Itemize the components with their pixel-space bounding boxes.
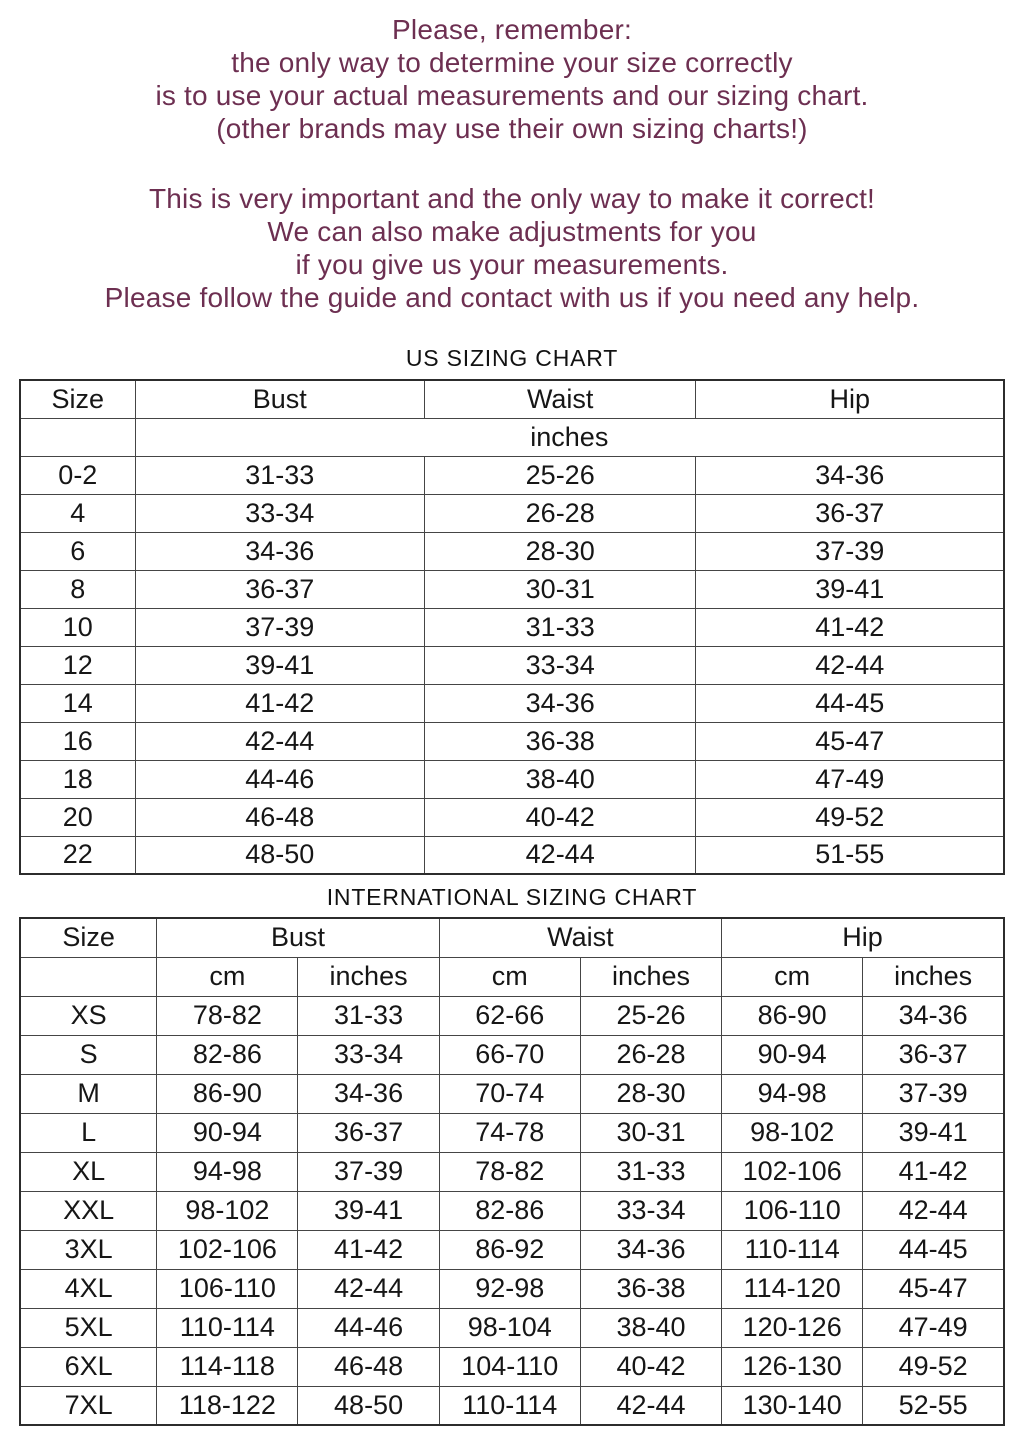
value-cell: 42-44 [580,1386,721,1425]
value-cell: 44-45 [696,684,1004,722]
table-row [20,646,1004,684]
value-cell: 47-49 [863,1308,1004,1347]
intro-line: Please follow the guide and contact with us if you need any help. [104,282,920,313]
value-cell: 38-40 [424,760,696,798]
value-cell: 41-42 [135,684,424,722]
table-row [20,1308,1004,1347]
table-row [20,1269,1004,1308]
size-cell: 4XL [20,1269,157,1308]
value-cell: 92-98 [439,1269,580,1308]
table-row [20,1386,1004,1425]
value-cell: 86-90 [722,996,863,1035]
value-cell: 39-41 [135,646,424,684]
value-cell: 37-39 [696,532,1004,570]
size-cell: 10 [20,608,135,646]
intro-line: (other brands may use their own sizing charts!) [216,113,808,144]
size-cell: 6XL [20,1347,157,1386]
table-row [20,1152,1004,1191]
value-cell: 31-33 [580,1152,721,1191]
size-cell: 16 [20,722,135,760]
value-cell: 78-82 [439,1152,580,1191]
intro-line: Please, remember: [392,14,632,45]
value-cell: 44-46 [298,1308,439,1347]
table-row [20,1113,1004,1152]
unit-cell: cm [722,957,863,996]
value-cell: 42-44 [424,836,696,874]
value-cell: 48-50 [135,836,424,874]
empty-cell [20,957,157,996]
value-cell: 40-42 [580,1347,721,1386]
size-cell: 22 [20,836,135,874]
value-cell: 31-33 [424,608,696,646]
value-cell: 49-52 [696,798,1004,836]
size-cell: 18 [20,760,135,798]
value-cell: 98-102 [157,1191,298,1230]
value-cell: 28-30 [580,1074,721,1113]
value-cell: 36-38 [424,722,696,760]
size-cell: M [20,1074,157,1113]
table-row [20,532,1004,570]
intro-paragraph-important [0,182,1024,314]
international-chart-title: INTERNATIONAL SIZING CHART [326,884,698,910]
value-cell: 90-94 [722,1035,863,1074]
value-cell: 33-34 [580,1191,721,1230]
empty-cell [20,418,135,456]
value-cell: 34-36 [424,684,696,722]
value-cell: 49-52 [863,1347,1004,1386]
intro-text [0,13,1024,314]
size-cell: 3XL [20,1230,157,1269]
value-cell: 34-36 [696,456,1004,494]
value-cell: 110-114 [722,1230,863,1269]
value-cell: 36-37 [135,570,424,608]
value-cell: 30-31 [580,1113,721,1152]
value-cell: 82-86 [439,1191,580,1230]
value-cell: 36-37 [298,1113,439,1152]
value-cell: 30-31 [424,570,696,608]
value-cell: 120-126 [722,1308,863,1347]
size-cell: 12 [20,646,135,684]
table-row [20,760,1004,798]
value-cell: 34-36 [580,1230,721,1269]
size-cell: 6 [20,532,135,570]
value-cell: 33-34 [135,494,424,532]
value-cell: 52-55 [863,1386,1004,1425]
value-cell: 41-42 [298,1230,439,1269]
value-cell: 40-42 [424,798,696,836]
column-header: Waist [424,380,696,418]
size-cell: 20 [20,798,135,836]
value-cell: 42-44 [863,1191,1004,1230]
size-cell: 0-2 [20,456,135,494]
us-chart-title: US SIZING CHART [405,345,619,371]
header-row [20,918,1004,957]
size-cell: 5XL [20,1308,157,1347]
table-row [20,1035,1004,1074]
unit-cell: inches [135,418,1004,456]
value-cell: 39-41 [863,1113,1004,1152]
value-cell: 102-106 [722,1152,863,1191]
value-cell: 37-39 [298,1152,439,1191]
value-cell: 25-26 [424,456,696,494]
column-header: Hip [722,918,1004,957]
value-cell: 38-40 [580,1308,721,1347]
value-cell: 45-47 [696,722,1004,760]
column-header: Size [20,380,135,418]
value-cell: 26-28 [580,1035,721,1074]
value-cell: 44-45 [863,1230,1004,1269]
size-cell: XXL [20,1191,157,1230]
unit-cell: cm [157,957,298,996]
value-cell: 39-41 [298,1191,439,1230]
value-cell: 110-114 [157,1308,298,1347]
value-cell: 31-33 [135,456,424,494]
value-cell: 34-36 [298,1074,439,1113]
table-row [20,684,1004,722]
value-cell: 98-102 [722,1113,863,1152]
value-cell: 41-42 [696,608,1004,646]
size-cell: 4 [20,494,135,532]
value-cell: 66-70 [439,1035,580,1074]
size-cell: L [20,1113,157,1152]
value-cell: 126-130 [722,1347,863,1386]
value-cell: 94-98 [157,1152,298,1191]
table-row [20,1074,1004,1113]
value-cell: 106-110 [722,1191,863,1230]
value-cell: 94-98 [722,1074,863,1113]
value-cell: 90-94 [157,1113,298,1152]
table-row [20,608,1004,646]
table-row [20,798,1004,836]
unit-cell: cm [439,957,580,996]
value-cell: 36-37 [696,494,1004,532]
size-cell: XS [20,996,157,1035]
value-cell: 37-39 [135,608,424,646]
value-cell: 51-55 [696,836,1004,874]
value-cell: 42-44 [135,722,424,760]
value-cell: 110-114 [439,1386,580,1425]
value-cell: 114-120 [722,1269,863,1308]
table-row [20,996,1004,1035]
intro-line: the only way to determine your size correctly [231,47,793,78]
table-row [20,836,1004,874]
value-cell: 74-78 [439,1113,580,1152]
value-cell: 86-90 [157,1074,298,1113]
size-cell: XL [20,1152,157,1191]
unit-cell: inches [863,957,1004,996]
table-row [20,1230,1004,1269]
table-row [20,1191,1004,1230]
value-cell: 46-48 [135,798,424,836]
unit-cell: inches [580,957,721,996]
value-cell: 62-66 [439,996,580,1035]
value-cell: 42-44 [298,1269,439,1308]
value-cell: 44-46 [135,760,424,798]
value-cell: 45-47 [863,1269,1004,1308]
table-row [20,722,1004,760]
size-cell: 8 [20,570,135,608]
value-cell: 25-26 [580,996,721,1035]
table-row [20,456,1004,494]
table-row [20,570,1004,608]
column-header: Bust [157,918,439,957]
us-sizing-table [19,379,1005,875]
size-cell: 14 [20,684,135,722]
value-cell: 33-34 [298,1035,439,1074]
intro-line: if you give us your measurements. [295,249,729,280]
column-header: Waist [439,918,721,957]
value-cell: 28-30 [424,532,696,570]
unit-row [20,957,1004,996]
unit-cell: inches [298,957,439,996]
value-cell: 34-36 [863,996,1004,1035]
value-cell: 26-28 [424,494,696,532]
value-cell: 102-106 [157,1230,298,1269]
value-cell: 82-86 [157,1035,298,1074]
value-cell: 36-38 [580,1269,721,1308]
value-cell: 78-82 [157,996,298,1035]
value-cell: 46-48 [298,1347,439,1386]
value-cell: 33-34 [424,646,696,684]
value-cell: 118-122 [157,1386,298,1425]
intro-line: is to use your actual measurements and our sizing chart. [155,80,869,111]
table-row [20,494,1004,532]
unit-row [20,418,1004,456]
value-cell: 42-44 [696,646,1004,684]
column-header: Hip [696,380,1004,418]
international-sizing-table [19,917,1005,1426]
value-cell: 114-118 [157,1347,298,1386]
header-row [20,380,1004,418]
value-cell: 31-33 [298,996,439,1035]
value-cell: 41-42 [863,1152,1004,1191]
value-cell: 36-37 [863,1035,1004,1074]
value-cell: 86-92 [439,1230,580,1269]
value-cell: 47-49 [696,760,1004,798]
column-header: Size [20,918,157,957]
size-cell: S [20,1035,157,1074]
intro-paragraph-reminder [0,13,1024,145]
value-cell: 98-104 [439,1308,580,1347]
table-row [20,1347,1004,1386]
value-cell: 39-41 [696,570,1004,608]
value-cell: 70-74 [439,1074,580,1113]
size-cell: 7XL [20,1386,157,1425]
value-cell: 37-39 [863,1074,1004,1113]
value-cell: 48-50 [298,1386,439,1425]
intro-line: We can also make adjustments for you [267,216,757,247]
value-cell: 34-36 [135,532,424,570]
value-cell: 106-110 [157,1269,298,1308]
value-cell: 104-110 [439,1347,580,1386]
column-header: Bust [135,380,424,418]
intro-line: This is very important and the only way to make it correct! [148,183,876,214]
value-cell: 130-140 [722,1386,863,1425]
